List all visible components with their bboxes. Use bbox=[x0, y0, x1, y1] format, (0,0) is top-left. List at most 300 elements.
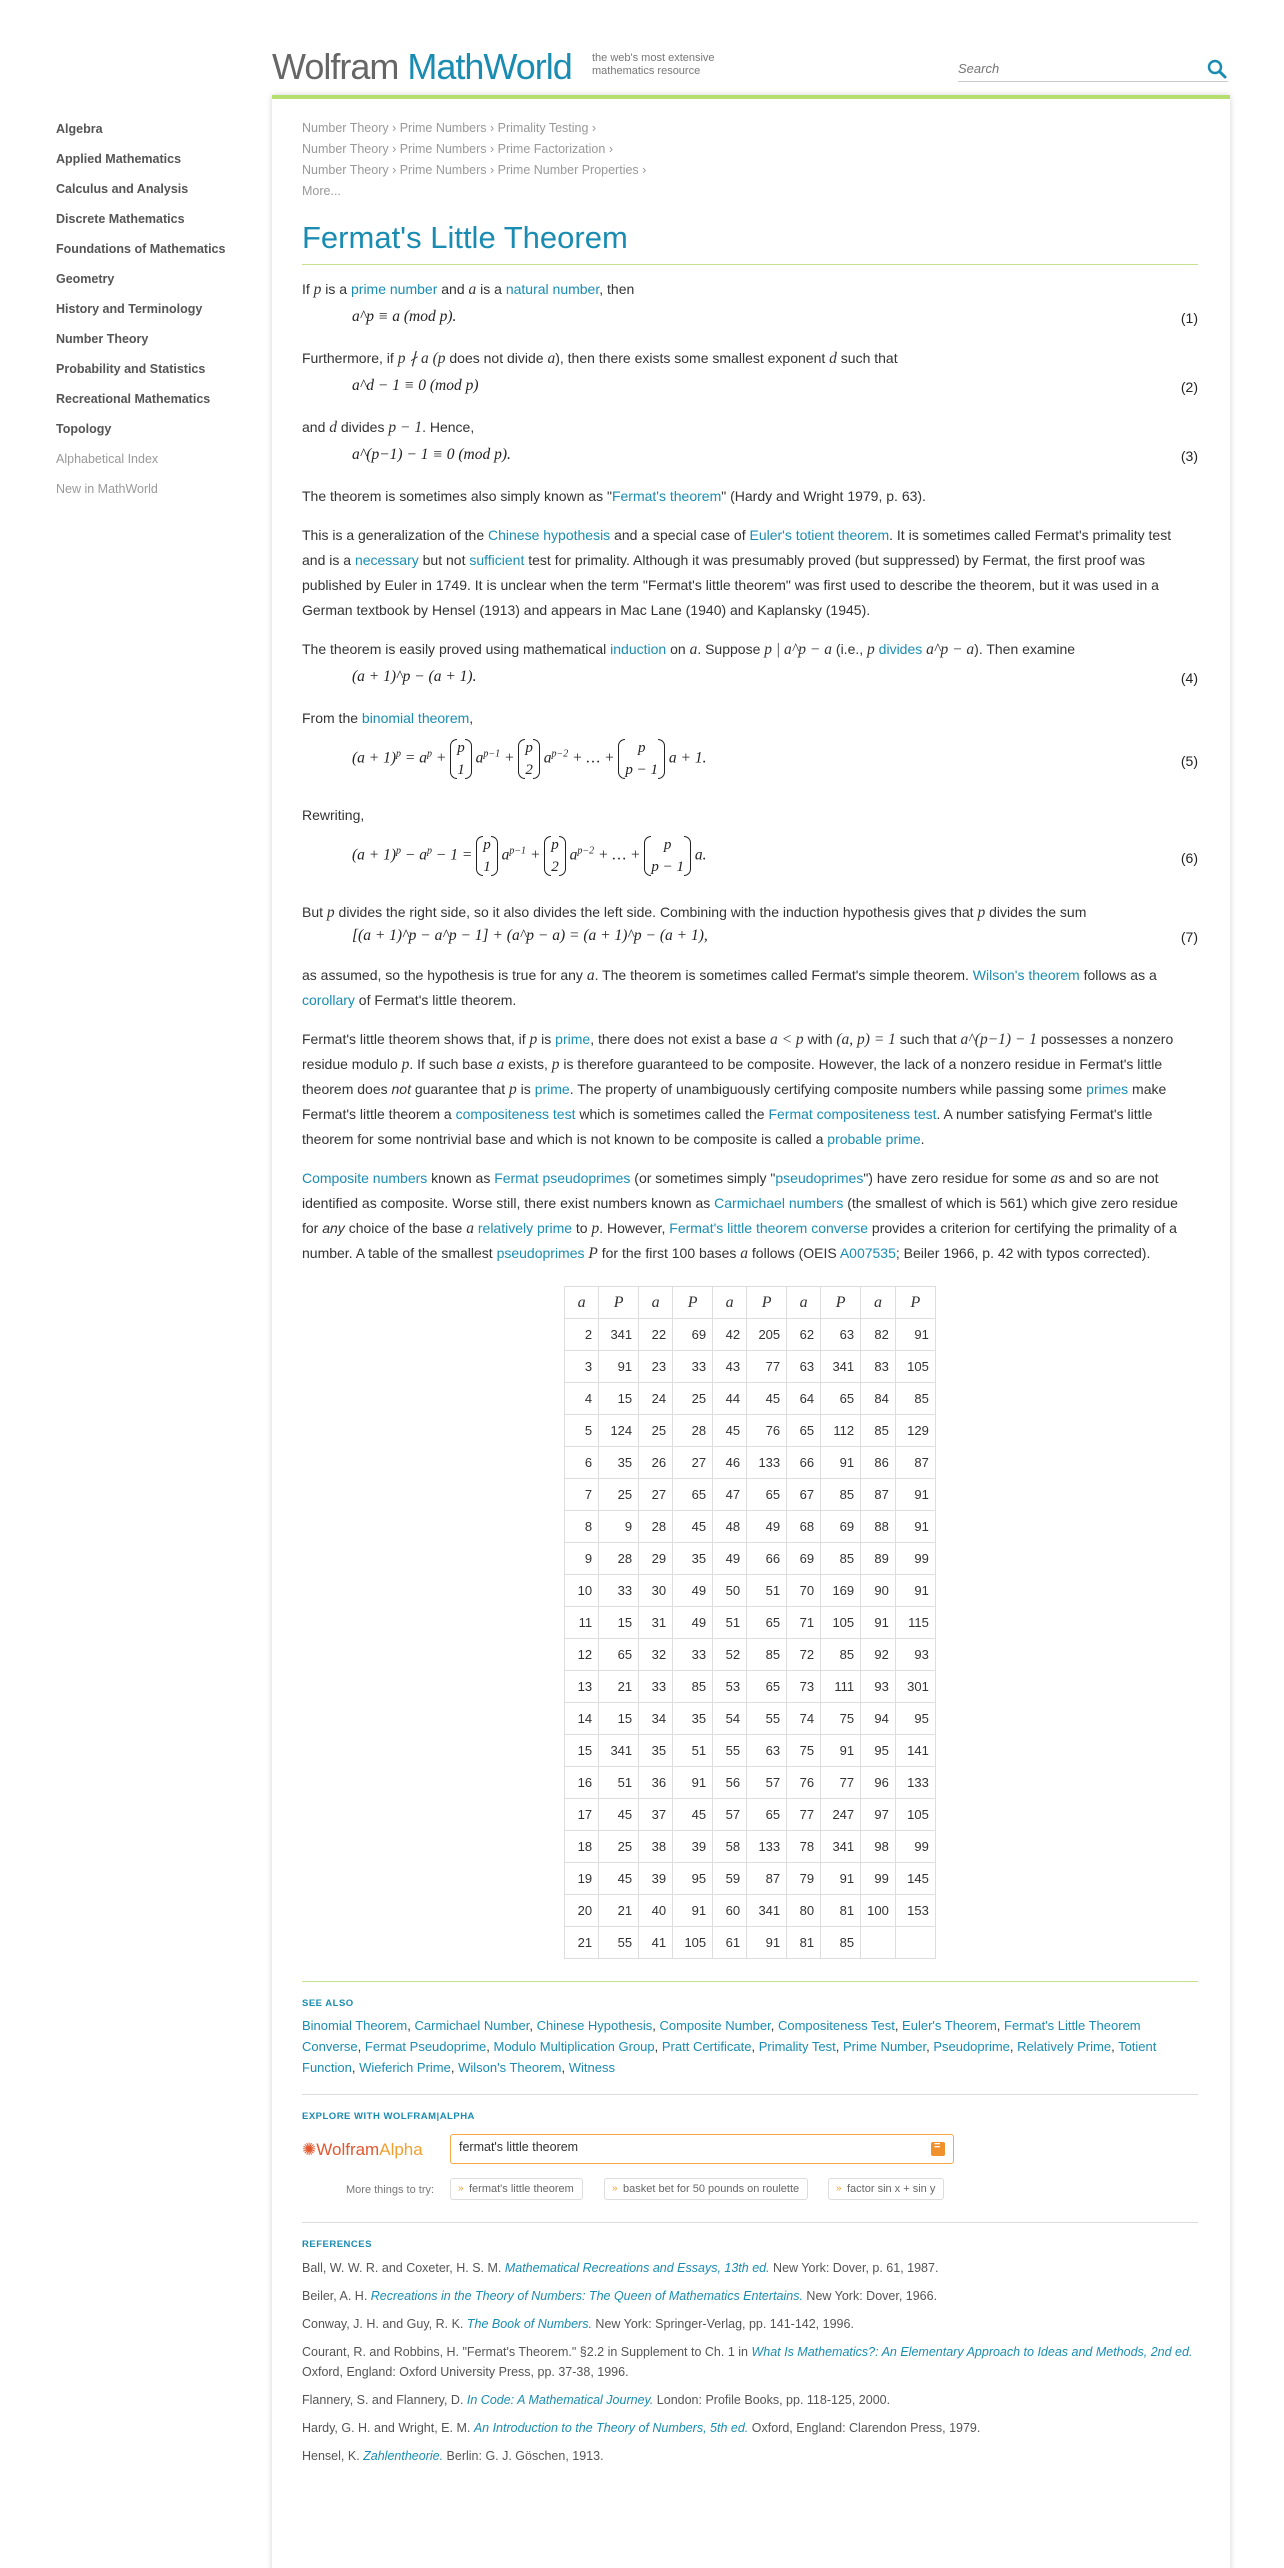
table-body bbox=[565, 1319, 936, 1959]
table-row bbox=[565, 1863, 936, 1895]
sidebar-item-calculus-and-analysis[interactable]: Calculus and Analysis bbox=[56, 182, 189, 196]
equation-4: (a + 1)^p − (a + 1). (4) bbox=[352, 668, 1198, 686]
link-binomial-theorem[interactable]: binomial theorem bbox=[361, 710, 470, 726]
wolfram-alpha-logo[interactable]: ✺WolframAlpha bbox=[302, 2140, 423, 2159]
table-cell: 67 bbox=[787, 1479, 821, 1511]
search-input[interactable] bbox=[958, 56, 1198, 80]
suggestion-chip[interactable]: » factor sin x + sin y bbox=[828, 2178, 944, 2200]
table-cell: 94 bbox=[861, 1703, 896, 1735]
sidebar-item-foundations-of-mathematics[interactable]: Foundations of Mathematics bbox=[56, 242, 226, 256]
table-cell: 301 bbox=[895, 1671, 935, 1703]
table-cell: 74 bbox=[787, 1703, 821, 1735]
see-also-link[interactable]: Composite Number bbox=[659, 2018, 771, 2033]
see-also-link[interactable]: Totient Function bbox=[302, 2039, 1157, 2075]
table-cell: 8 bbox=[565, 1511, 599, 1543]
link-pseudoprimes[interactable]: pseudoprimes bbox=[775, 1170, 864, 1186]
table-header-cell: a bbox=[639, 1287, 673, 1319]
table-cell: 43 bbox=[713, 1351, 747, 1383]
table-cell: 112 bbox=[821, 1415, 861, 1447]
table-cell: 129 bbox=[895, 1415, 935, 1447]
table-cell: 45 bbox=[599, 1799, 639, 1831]
table-cell: 33 bbox=[673, 1639, 713, 1671]
table-cell: 91 bbox=[821, 1735, 861, 1767]
table-cell: 85 bbox=[821, 1927, 861, 1959]
breadcrumb-link[interactable]: Number Theory bbox=[302, 121, 389, 135]
table-cell: 133 bbox=[895, 1767, 935, 1799]
equals-icon[interactable] bbox=[931, 2142, 945, 2156]
link-carmichael-numbers[interactable]: Carmichael numbers bbox=[714, 1195, 844, 1211]
table-cell: 4 bbox=[565, 1383, 599, 1415]
see-also-link[interactable]: Relatively Prime bbox=[1017, 2039, 1112, 2054]
table-cell: 42 bbox=[713, 1319, 747, 1351]
reference-item: Flannery, S. and Flannery, D. In Code: A Mathematical Journey. London: Profile Books, pp. 118-125, 2000. bbox=[302, 2393, 891, 2407]
table-cell: 91 bbox=[821, 1863, 861, 1895]
sidebar-item-algebra[interactable]: Algebra bbox=[56, 122, 103, 136]
table-cell: 92 bbox=[861, 1639, 896, 1671]
table-cell: 35 bbox=[639, 1735, 673, 1767]
link-sufficient[interactable]: sufficient bbox=[469, 552, 525, 568]
table-cell: 79 bbox=[787, 1863, 821, 1895]
breadcrumb-link[interactable]: Prime Number Properties bbox=[497, 163, 639, 177]
paragraph: as assumed, so the hypothesis is true for any a. The theorem is sometimes called Fermat's simple theorem. Wilson's theorem follows as a corollary of Fermat's little theorem. bbox=[302, 967, 1157, 1008]
see-also-link[interactable]: Euler's Theorem bbox=[902, 2018, 997, 2033]
table-cell: 77 bbox=[787, 1799, 821, 1831]
see-also-link[interactable]: Chinese Hypothesis bbox=[536, 2018, 653, 2033]
table-header-cell: a bbox=[861, 1287, 896, 1319]
breadcrumb-link[interactable]: Prime Numbers bbox=[399, 121, 487, 135]
breadcrumb-link[interactable]: Prime Factorization bbox=[497, 142, 606, 156]
reference-item: Beiler, A. H. Recreations in the Theory of Numbers: The Queen of Mathematics Entertains. New York: Dover, 1966. bbox=[302, 2289, 938, 2303]
table-cell: 89 bbox=[861, 1543, 896, 1575]
table-cell: 69 bbox=[673, 1319, 713, 1351]
table-cell: 15 bbox=[565, 1735, 599, 1767]
reference-item: Conway, J. H. and Guy, R. K. The Book of Numbers. New York: Springer-Verlag, pp. 141-142, 1996. bbox=[302, 2317, 854, 2331]
see-also-link[interactable]: Wilson's Theorem bbox=[458, 2060, 562, 2075]
table-cell: 45 bbox=[673, 1799, 713, 1831]
table-cell: 87 bbox=[747, 1863, 787, 1895]
table-cell: 88 bbox=[861, 1511, 896, 1543]
reference-item: Ball, W. W. R. and Coxeter, H. S. M. Mathematical Recreations and Essays, 13th ed. New York: Dover, p. 61, 1987. bbox=[302, 2261, 939, 2275]
table-cell: 7 bbox=[565, 1479, 599, 1511]
table-cell: 96 bbox=[861, 1767, 896, 1799]
table-header-cell: P bbox=[895, 1287, 935, 1319]
table-cell: 83 bbox=[861, 1351, 896, 1383]
table-cell: 50 bbox=[713, 1575, 747, 1607]
see-also-links: Binomial Theorem, Carmichael Number, Chinese Hypothesis, Composite Number, Compositeness Test, Euler's Theorem, Fermat's Little Theorem Converse, Fermat Pseudoprime, Modulo Multiplication Group, Pratt Certificate, Primality Test, Prime Number, Pseudoprime, Relatively Prime, Totient Function, Wieferich Prime, Wilson's Theorem, Witness bbox=[302, 2018, 1157, 2075]
article-content bbox=[302, 118, 1198, 2474]
table-cell: 341 bbox=[747, 1895, 787, 1927]
see-also-link[interactable]: Pratt Certificate bbox=[661, 2039, 752, 2054]
divider bbox=[302, 2094, 1198, 2095]
site-tagline: the web's most extensive mathematics resource bbox=[592, 52, 715, 77]
table-header-cell: P bbox=[673, 1287, 713, 1319]
table-header-cell: P bbox=[599, 1287, 639, 1319]
link-chinese-hypothesis[interactable]: Chinese hypothesis bbox=[488, 527, 611, 543]
sidebar-item-history-and-terminology[interactable]: History and Terminology bbox=[56, 302, 203, 316]
sidebar-item-discrete-mathematics[interactable]: Discrete Mathematics bbox=[56, 212, 185, 226]
breadcrumb-more-link[interactable]: More... bbox=[302, 184, 341, 198]
sidebar-item-alphabetical-index[interactable]: Alphabetical Index bbox=[56, 452, 159, 466]
divider bbox=[302, 2222, 1198, 2223]
table-cell: 105 bbox=[895, 1351, 935, 1383]
see-also-link[interactable]: Modulo Multiplication Group bbox=[493, 2039, 655, 2054]
reference-title-link[interactable]: Mathematical Recreations and Essays, 13th ed. bbox=[504, 2261, 770, 2275]
table-cell: 36 bbox=[639, 1767, 673, 1799]
breadcrumb-link[interactable]: Prime Numbers bbox=[399, 163, 487, 177]
table-cell: 95 bbox=[895, 1703, 935, 1735]
table-cell: 341 bbox=[821, 1831, 861, 1863]
see-also-heading: SEE ALSO bbox=[302, 1998, 354, 2009]
table-cell: 93 bbox=[861, 1671, 896, 1703]
table-cell: 82 bbox=[861, 1319, 896, 1351]
wolfram-alpha-input[interactable] bbox=[459, 2140, 889, 2154]
table-cell: 66 bbox=[747, 1543, 787, 1575]
reference-title-link[interactable]: The Book of Numbers. bbox=[466, 2317, 592, 2331]
table-cell: 111 bbox=[821, 1671, 861, 1703]
table-cell: 32 bbox=[639, 1639, 673, 1671]
search-icon[interactable] bbox=[1206, 58, 1228, 80]
table-header-cell: P bbox=[821, 1287, 861, 1319]
table-cell: 77 bbox=[821, 1767, 861, 1799]
table-cell: 66 bbox=[787, 1447, 821, 1479]
table-cell: 99 bbox=[895, 1831, 935, 1863]
table-cell: 63 bbox=[821, 1319, 861, 1351]
table-cell: 97 bbox=[861, 1799, 896, 1831]
breadcrumb-row: Number Theory › Prime Numbers › Prime Factorization › bbox=[302, 142, 613, 156]
pseudoprime-table bbox=[564, 1286, 936, 1959]
table-cell: 30 bbox=[639, 1575, 673, 1607]
table-cell: 91 bbox=[895, 1575, 935, 1607]
page-title: Fermat's Little Theorem bbox=[302, 220, 1198, 265]
table-cell: 45 bbox=[747, 1383, 787, 1415]
see-also-link[interactable]: Fermat's Little Theorem Converse bbox=[302, 2018, 1141, 2054]
table-row bbox=[565, 1927, 936, 1959]
table-cell: 24 bbox=[639, 1383, 673, 1415]
table-cell: 34 bbox=[639, 1703, 673, 1735]
table-cell: 15 bbox=[599, 1703, 639, 1735]
table-cell: 45 bbox=[673, 1511, 713, 1543]
sidebar-item-topology[interactable]: Topology bbox=[56, 422, 112, 436]
link-natural-number[interactable]: natural number bbox=[505, 281, 600, 297]
topic-sidebar bbox=[56, 118, 256, 508]
table-cell: 91 bbox=[673, 1767, 713, 1799]
sidebar-item-geometry[interactable]: Geometry bbox=[56, 272, 115, 286]
link-composite-numbers[interactable]: Composite numbers bbox=[302, 1170, 428, 1186]
table-cell: 51 bbox=[713, 1607, 747, 1639]
table-cell: 85 bbox=[861, 1415, 896, 1447]
logo-mathworld-text: MathWorld bbox=[407, 46, 572, 87]
table-cell: 169 bbox=[821, 1575, 861, 1607]
table-cell: 85 bbox=[821, 1639, 861, 1671]
table-cell: 54 bbox=[713, 1703, 747, 1735]
link-prime[interactable]: prime bbox=[555, 1031, 591, 1047]
sidebar-item-applied-mathematics[interactable]: Applied Mathematics bbox=[56, 152, 182, 166]
table-cell: 91 bbox=[747, 1927, 787, 1959]
reference-title-link[interactable]: What Is Mathematics?: An Elementary Approach to Ideas and Methods, 2nd ed. bbox=[751, 2345, 1193, 2359]
table-cell: 64 bbox=[787, 1383, 821, 1415]
table-cell: 26 bbox=[639, 1447, 673, 1479]
table-cell: 91 bbox=[895, 1479, 935, 1511]
breadcrumb bbox=[302, 118, 1198, 202]
table-cell: 10 bbox=[565, 1575, 599, 1607]
table-row bbox=[565, 1479, 936, 1511]
table-cell: 46 bbox=[713, 1447, 747, 1479]
table-cell: 33 bbox=[639, 1671, 673, 1703]
table-cell: 91 bbox=[895, 1319, 935, 1351]
table-cell: 9 bbox=[565, 1543, 599, 1575]
table-cell: 25 bbox=[673, 1383, 713, 1415]
breadcrumb-link[interactable]: Number Theory bbox=[302, 142, 389, 156]
link-divides[interactable]: divides bbox=[878, 641, 923, 657]
table-cell: 11 bbox=[565, 1607, 599, 1639]
paragraph: The theorem is sometimes also simply known as "Fermat's theorem" (Hardy and Wright 1979, p. 63). bbox=[302, 488, 926, 504]
table-cell: 70 bbox=[787, 1575, 821, 1607]
table-cell: 85 bbox=[895, 1383, 935, 1415]
table-cell: 27 bbox=[673, 1447, 713, 1479]
see-also-link[interactable]: Primality Test bbox=[758, 2039, 836, 2054]
table-cell: 65 bbox=[821, 1383, 861, 1415]
table-header-row bbox=[565, 1287, 936, 1319]
table-cell: 95 bbox=[673, 1863, 713, 1895]
table-cell: 21 bbox=[599, 1895, 639, 1927]
table-cell: 6 bbox=[565, 1447, 599, 1479]
table-cell: 28 bbox=[639, 1511, 673, 1543]
reference-title-link[interactable]: An Introduction to the Theory of Numbers, 5th ed. bbox=[473, 2421, 749, 2435]
link-fermats-little-theorem-converse[interactable]: Fermat's little theorem converse bbox=[669, 1220, 869, 1236]
table-cell: 98 bbox=[861, 1831, 896, 1863]
table-cell bbox=[861, 1927, 896, 1959]
link-corollary[interactable]: corollary bbox=[302, 992, 355, 1008]
equation-2: a^d − 1 ≡ 0 (mod p) (2) bbox=[352, 377, 1198, 395]
table-cell: 72 bbox=[787, 1639, 821, 1671]
paragraph: The theorem is easily proved using mathematical induction on a. Suppose p | a^p − a (i.e., p divides a^p − a). Then examine bbox=[302, 641, 1076, 658]
link-fermat-compositeness-test[interactable]: Fermat compositeness test bbox=[768, 1106, 937, 1122]
table-cell: 105 bbox=[895, 1799, 935, 1831]
table-header-cell: a bbox=[787, 1287, 821, 1319]
paragraph: But p divides the right side, so it also divides the left side. Combining with the induction hypothesis gives that p divides the sum bbox=[302, 904, 1087, 921]
table-cell: 28 bbox=[599, 1543, 639, 1575]
table-cell: 9 bbox=[599, 1511, 639, 1543]
link-oeis-a007535[interactable]: A007535 bbox=[839, 1245, 896, 1261]
table-cell: 15 bbox=[599, 1383, 639, 1415]
sidebar-item-recreational-mathematics[interactable]: Recreational Mathematics bbox=[56, 392, 211, 406]
table-cell: 52 bbox=[713, 1639, 747, 1671]
table-cell: 14 bbox=[565, 1703, 599, 1735]
table-cell: 63 bbox=[787, 1351, 821, 1383]
table-cell: 85 bbox=[747, 1639, 787, 1671]
sidebar-item-number-theory[interactable]: Number Theory bbox=[56, 332, 149, 346]
table-cell: 71 bbox=[787, 1607, 821, 1639]
table-row bbox=[565, 1767, 936, 1799]
see-also-link[interactable]: Fermat Pseudoprime bbox=[364, 2039, 487, 2054]
table-cell: 91 bbox=[599, 1351, 639, 1383]
table-cell: 45 bbox=[713, 1415, 747, 1447]
link-probable-prime[interactable]: probable prime bbox=[827, 1131, 921, 1147]
table-cell: 85 bbox=[821, 1543, 861, 1575]
sidebar-item-probability-and-statistics[interactable]: Probability and Statistics bbox=[56, 362, 206, 376]
table-cell: 55 bbox=[747, 1703, 787, 1735]
paragraph: Rewriting, bbox=[302, 807, 365, 823]
table-cell: 91 bbox=[673, 1895, 713, 1927]
table-cell: 20 bbox=[565, 1895, 599, 1927]
table-cell: 68 bbox=[787, 1511, 821, 1543]
see-also-link[interactable]: Carmichael Number bbox=[414, 2018, 530, 2033]
table-cell: 21 bbox=[599, 1671, 639, 1703]
table-cell: 33 bbox=[673, 1351, 713, 1383]
see-also-link[interactable]: Binomial Theorem bbox=[302, 2018, 408, 2033]
table-cell: 105 bbox=[673, 1927, 713, 1959]
breadcrumb-link[interactable]: Prime Numbers bbox=[399, 142, 487, 156]
table-cell: 51 bbox=[599, 1767, 639, 1799]
table-cell: 23 bbox=[639, 1351, 673, 1383]
breadcrumb-row: Number Theory › Prime Numbers › Prime Number Properties › bbox=[302, 163, 647, 177]
table-cell: 93 bbox=[895, 1639, 935, 1671]
table-cell: 28 bbox=[673, 1415, 713, 1447]
link-compositeness-test[interactable]: compositeness test bbox=[455, 1106, 576, 1122]
link-fermats-theorem[interactable]: Fermat's theorem bbox=[611, 488, 722, 504]
breadcrumb-link[interactable]: Number Theory bbox=[302, 163, 389, 177]
paragraph: From the binomial theorem, bbox=[302, 710, 474, 726]
wolfram-mathworld-logo[interactable] bbox=[272, 46, 572, 88]
table-row bbox=[565, 1735, 936, 1767]
table-row bbox=[565, 1607, 936, 1639]
table-cell: 35 bbox=[673, 1703, 713, 1735]
table-row bbox=[565, 1383, 936, 1415]
table-cell: 341 bbox=[599, 1319, 639, 1351]
table-cell: 91 bbox=[821, 1447, 861, 1479]
references-heading: REFERENCES bbox=[302, 2239, 372, 2250]
table-cell: 35 bbox=[599, 1447, 639, 1479]
table-cell: 16 bbox=[565, 1767, 599, 1799]
reference-item: Courant, R. and Robbins, H. "Fermat's Theorem." §2.2 in Supplement to Ch. 1 in What Is Mathematics?: An Elementary Approach to Ideas and Methods, 2nd ed. Oxford, England: Oxford University Press, pp. 37-38, 1996. bbox=[302, 2345, 1193, 2379]
table-cell: 25 bbox=[599, 1479, 639, 1511]
table-cell: 100 bbox=[861, 1895, 896, 1927]
table-cell: 49 bbox=[673, 1575, 713, 1607]
table-row bbox=[565, 1319, 936, 1351]
table-cell: 44 bbox=[713, 1383, 747, 1415]
wolfram-spikey-icon: ✺ bbox=[302, 2140, 317, 2159]
link-eulers-totient-theorem[interactable]: Euler's totient theorem bbox=[749, 527, 890, 543]
table-cell: 145 bbox=[895, 1863, 935, 1895]
table-cell: 13 bbox=[565, 1671, 599, 1703]
more-things-label: More things to try: bbox=[346, 2184, 435, 2196]
wolfram-alpha-query-box bbox=[450, 2134, 954, 2164]
table-row bbox=[565, 1575, 936, 1607]
table-cell: 85 bbox=[821, 1479, 861, 1511]
table-cell: 57 bbox=[713, 1799, 747, 1831]
reference-title-link[interactable]: In Code: A Mathematical Journey. bbox=[466, 2393, 654, 2407]
table-cell: 77 bbox=[747, 1351, 787, 1383]
table-cell: 38 bbox=[639, 1831, 673, 1863]
suggestion-chip[interactable]: » fermat's little theorem bbox=[450, 2178, 583, 2200]
table-cell: 49 bbox=[747, 1511, 787, 1543]
table-cell: 76 bbox=[747, 1415, 787, 1447]
table-cell: 69 bbox=[787, 1543, 821, 1575]
wolfram-alpha-row bbox=[302, 2132, 1198, 2170]
table-cell: 3 bbox=[565, 1351, 599, 1383]
divider bbox=[302, 1981, 1198, 1982]
table-cell: 51 bbox=[673, 1735, 713, 1767]
table-cell: 65 bbox=[673, 1479, 713, 1511]
table-cell: 247 bbox=[821, 1799, 861, 1831]
table-cell: 95 bbox=[861, 1735, 896, 1767]
table-cell: 124 bbox=[599, 1415, 639, 1447]
link-pseudoprimes[interactable]: pseudoprimes bbox=[496, 1245, 585, 1261]
site-header bbox=[272, 40, 1230, 90]
table-cell: 341 bbox=[599, 1735, 639, 1767]
equation-1: a^p ≡ a (mod p). (1) bbox=[352, 308, 1198, 326]
table-row bbox=[565, 1447, 936, 1479]
table-cell: 65 bbox=[747, 1607, 787, 1639]
link-prime[interactable]: prime bbox=[534, 1081, 570, 1097]
table-cell: 133 bbox=[747, 1447, 787, 1479]
breadcrumb-link[interactable]: Primality Testing bbox=[497, 121, 589, 135]
see-also-link[interactable]: Prime Number bbox=[843, 2039, 927, 2054]
table-cell: 41 bbox=[639, 1927, 673, 1959]
paragraph: Furthermore, if p ∤ a (p does not divide a), then there exists some smallest exponent d such that bbox=[302, 350, 898, 367]
link-induction[interactable]: induction bbox=[610, 641, 667, 657]
table-cell: 65 bbox=[747, 1799, 787, 1831]
link-wilsons-theorem[interactable]: Wilson's theorem bbox=[972, 967, 1080, 983]
see-also-link[interactable]: Wieferich Prime bbox=[359, 2060, 451, 2075]
see-also-link[interactable]: Compositeness Test bbox=[777, 2018, 895, 2033]
link-primes[interactable]: primes bbox=[1086, 1081, 1129, 1097]
table-cell: 33 bbox=[599, 1575, 639, 1607]
table-cell: 19 bbox=[565, 1863, 599, 1895]
suggestion-chip[interactable]: » basket bet for 50 pounds on roulette bbox=[604, 2178, 808, 2200]
link-necessary[interactable]: necessary bbox=[354, 552, 419, 568]
see-also-link[interactable]: Pseudoprime bbox=[933, 2039, 1010, 2054]
table-cell: 35 bbox=[673, 1543, 713, 1575]
table-cell: 81 bbox=[787, 1927, 821, 1959]
reference-item: Hensel, K. Zahlentheorie. Berlin: G. J. Göschen, 1913. bbox=[302, 2449, 604, 2463]
table-cell: 21 bbox=[565, 1927, 599, 1959]
paragraph: Composite numbers known as Fermat pseudoprimes (or sometimes simply "pseudoprimes") have zero residue for some as and so are not identified as composite. Worse still, there exist numbers known as Carmichael numbers (the smallest of which is 561) which give zero residue for any choice of the base a relatively prime to p. However, Fermat's little theorem converse provides a criterion for certifying the primality of a number. A table of the smallest pseudoprimes P for the first 100 bases a follows (OEIS A007535; Beiler 1966, p. 42 with typos corrected). bbox=[302, 1170, 1178, 1262]
equation-7: [(a + 1)^p − a^p − 1] + (a^p − a) = (a + 1)^p − (a + 1), (7) bbox=[352, 927, 1198, 945]
table-cell: 73 bbox=[787, 1671, 821, 1703]
link-fermat-pseudoprimes[interactable]: Fermat pseudoprimes bbox=[494, 1170, 631, 1186]
table-row bbox=[565, 1543, 936, 1575]
table-cell: 65 bbox=[787, 1415, 821, 1447]
table-cell: 90 bbox=[861, 1575, 896, 1607]
table-cell: 76 bbox=[787, 1767, 821, 1799]
table-cell: 63 bbox=[747, 1735, 787, 1767]
table-cell: 37 bbox=[639, 1799, 673, 1831]
see-also-link[interactable]: Witness bbox=[568, 2060, 615, 2075]
table-cell: 45 bbox=[599, 1863, 639, 1895]
table-cell: 15 bbox=[599, 1607, 639, 1639]
sidebar-item-new-in-mathworld[interactable]: New in MathWorld bbox=[56, 482, 158, 496]
search-box bbox=[958, 56, 1228, 82]
table-cell: 49 bbox=[713, 1543, 747, 1575]
link-relatively-prime[interactable]: relatively prime bbox=[477, 1220, 573, 1236]
link-prime-number[interactable]: prime number bbox=[351, 281, 438, 297]
table-cell: 51 bbox=[747, 1575, 787, 1607]
table-cell: 58 bbox=[713, 1831, 747, 1863]
table-cell: 84 bbox=[861, 1383, 896, 1415]
reference-title-link[interactable]: Recreations in the Theory of Numbers: The Queen of Mathematics Entertains. bbox=[370, 2289, 803, 2303]
table-cell: 86 bbox=[861, 1447, 896, 1479]
equation-3: a^(p−1) − 1 ≡ 0 (mod p). (3) bbox=[352, 446, 1198, 464]
table-cell: 57 bbox=[747, 1767, 787, 1799]
table-row bbox=[565, 1511, 936, 1543]
table-cell: 65 bbox=[747, 1479, 787, 1511]
table-cell: 55 bbox=[599, 1927, 639, 1959]
table-cell: 105 bbox=[821, 1607, 861, 1639]
reference-title-link[interactable]: Zahlentheorie. bbox=[363, 2449, 444, 2463]
table-cell: 47 bbox=[713, 1479, 747, 1511]
table-header-cell: a bbox=[565, 1287, 599, 1319]
